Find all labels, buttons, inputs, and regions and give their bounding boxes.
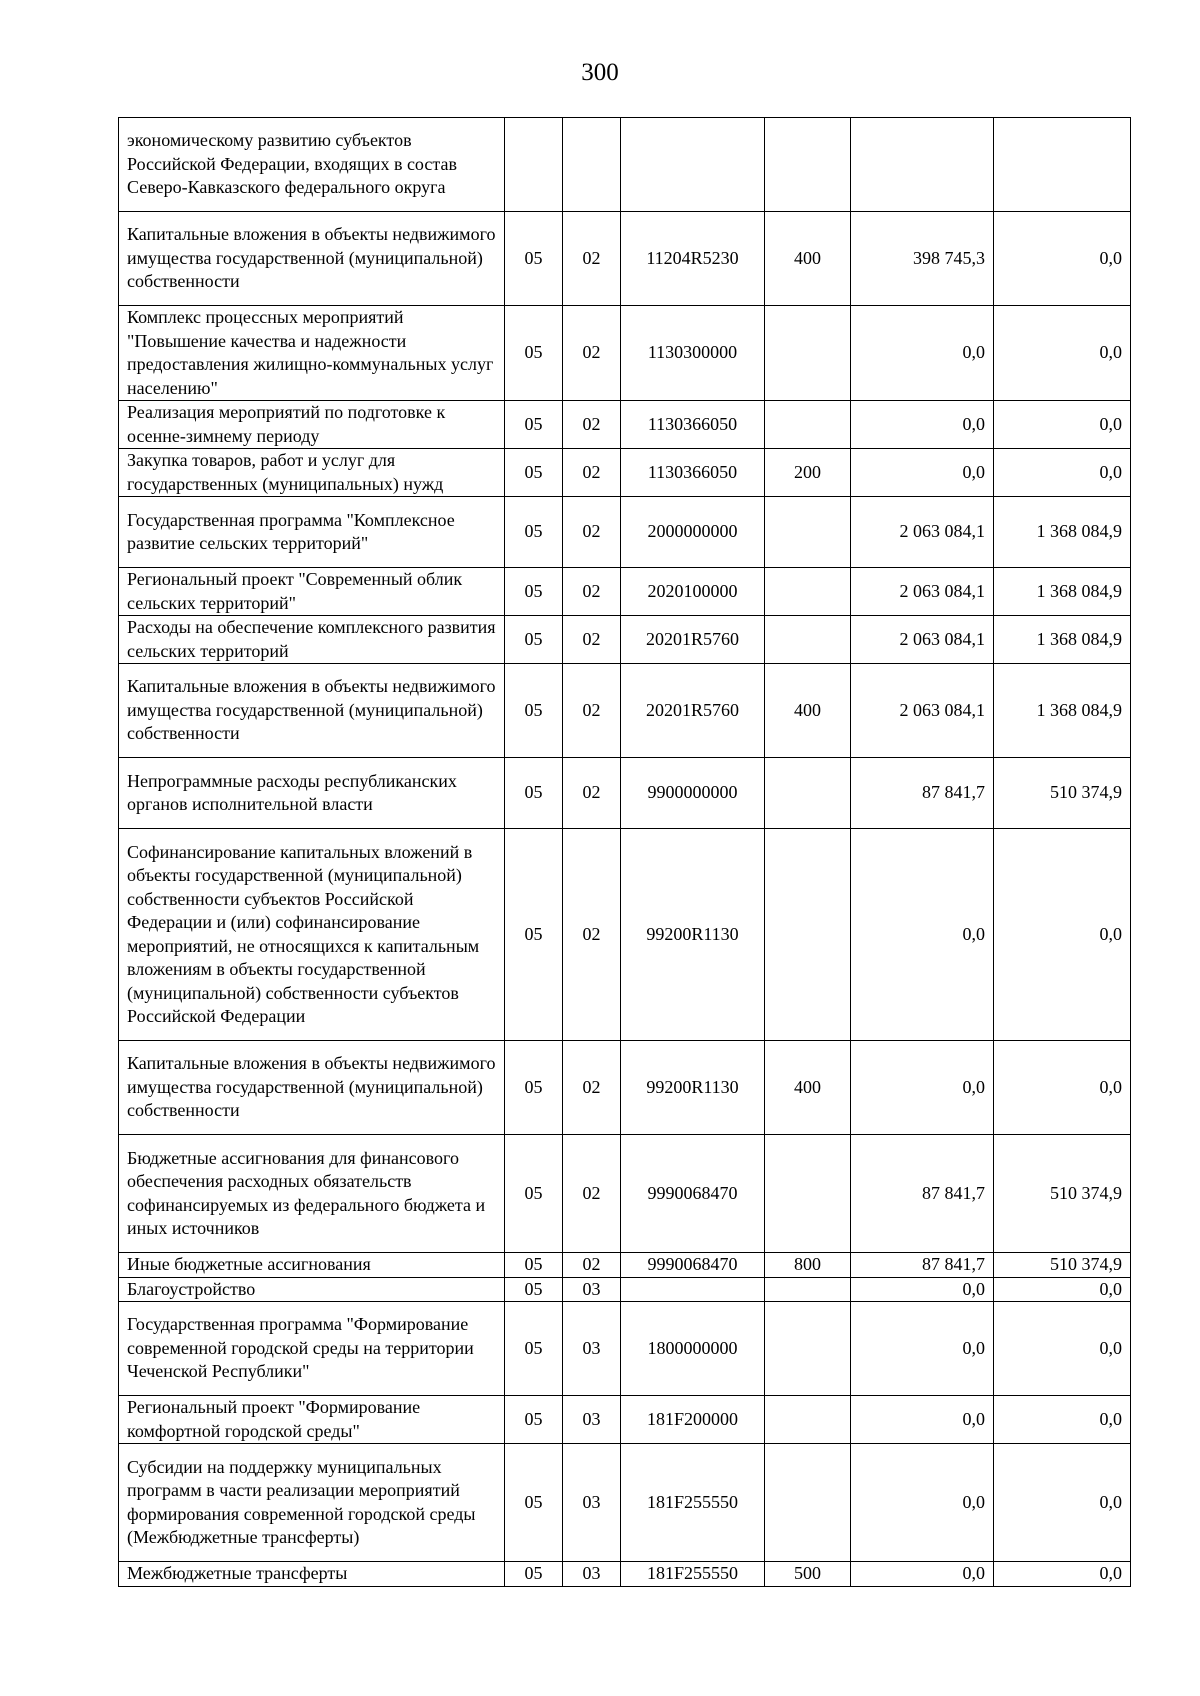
cell-name: Бюджетные ассигнования для финансового обеспечения расходных обязательств софинансируемых из федерального бюджета и иных источников bbox=[119, 1135, 505, 1253]
table-row bbox=[119, 758, 1131, 829]
cell-expense-type bbox=[765, 1396, 851, 1444]
cell-name: Региональный проект "Формирование комфортной городской среды" bbox=[119, 1396, 505, 1444]
cell-section: 05 bbox=[505, 497, 563, 568]
cell-expense-type bbox=[765, 306, 851, 401]
cell-section: 05 bbox=[505, 664, 563, 758]
cell-subsection: 02 bbox=[563, 664, 621, 758]
cell-expense-type bbox=[765, 1302, 851, 1396]
cell-section: 05 bbox=[505, 829, 563, 1041]
cell-amount-2: 0,0 bbox=[994, 1041, 1131, 1135]
cell-expense-type bbox=[765, 758, 851, 829]
cell-amount-1: 0,0 bbox=[851, 1396, 994, 1444]
cell-expense-type bbox=[765, 1277, 851, 1302]
cell-expense-type: 400 bbox=[765, 664, 851, 758]
budget-table-body bbox=[119, 118, 1131, 1587]
cell-amount-1: 2 063 084,1 bbox=[851, 616, 994, 664]
cell-name: Непрограммные расходы республиканских органов исполнительной власти bbox=[119, 758, 505, 829]
cell-amount-2: 1 368 084,9 bbox=[994, 664, 1131, 758]
table-row bbox=[119, 401, 1131, 449]
cell-amount-1: 2 063 084,1 bbox=[851, 568, 994, 616]
cell-amount-1: 87 841,7 bbox=[851, 1135, 994, 1253]
cell-amount-2: 1 368 084,9 bbox=[994, 616, 1131, 664]
cell-section: 05 bbox=[505, 1277, 563, 1302]
cell-amount-2: 510 374,9 bbox=[994, 1253, 1131, 1278]
cell-target-article: 181F200000 bbox=[621, 1396, 765, 1444]
cell-target-article: 20201R5760 bbox=[621, 616, 765, 664]
cell-expense-type: 400 bbox=[765, 1041, 851, 1135]
cell-name: Субсидии на поддержку муниципальных программ в части реализации мероприятий формирования современной городской среды (Межбюджетные трансферты) bbox=[119, 1444, 505, 1562]
cell-subsection: 02 bbox=[563, 306, 621, 401]
cell-name: Расходы на обеспечение комплексного развития сельских территорий bbox=[119, 616, 505, 664]
cell-target-article bbox=[621, 118, 765, 212]
table-row bbox=[119, 1302, 1131, 1396]
cell-subsection: 02 bbox=[563, 401, 621, 449]
table-row bbox=[119, 1253, 1131, 1278]
cell-target-article: 2020100000 bbox=[621, 568, 765, 616]
cell-subsection: 02 bbox=[563, 449, 621, 497]
cell-section: 05 bbox=[505, 1253, 563, 1278]
cell-amount-2: 1 368 084,9 bbox=[994, 497, 1131, 568]
table-row bbox=[119, 616, 1131, 664]
cell-expense-type bbox=[765, 829, 851, 1041]
cell-name: Благоустройство bbox=[119, 1277, 505, 1302]
cell-name: Капитальные вложения в объекты недвижимого имущества государственной (муниципальной) собственности bbox=[119, 212, 505, 306]
cell-target-article: 1800000000 bbox=[621, 1302, 765, 1396]
cell-name: Региональный проект "Современный облик сельских территорий" bbox=[119, 568, 505, 616]
cell-amount-1: 0,0 bbox=[851, 1444, 994, 1562]
cell-target-article: 11204R5230 bbox=[621, 212, 765, 306]
table-row bbox=[119, 306, 1131, 401]
cell-subsection: 02 bbox=[563, 758, 621, 829]
cell-section: 05 bbox=[505, 616, 563, 664]
cell-amount-2: 0,0 bbox=[994, 1396, 1131, 1444]
cell-amount-1: 0,0 bbox=[851, 306, 994, 401]
cell-expense-type bbox=[765, 1444, 851, 1562]
cell-name: Софинансирование капитальных вложений в объекты государственной (муниципальной) собственности субъектов Российской Федерации и (или) софинансирование мероприятий, не относящихся к капитальным вложениям в объекты государственной (муниципальной) собственности субъектов Российской Федерации bbox=[119, 829, 505, 1041]
table-row bbox=[119, 664, 1131, 758]
cell-target-article: 1130366050 bbox=[621, 449, 765, 497]
table-row bbox=[119, 1277, 1131, 1302]
cell-amount-1: 2 063 084,1 bbox=[851, 664, 994, 758]
table-row bbox=[119, 1396, 1131, 1444]
cell-section: 05 bbox=[505, 212, 563, 306]
cell-subsection: 03 bbox=[563, 1277, 621, 1302]
cell-amount-1: 2 063 084,1 bbox=[851, 497, 994, 568]
cell-name: Реализация мероприятий по подготовке к осенне-зимнему периоду bbox=[119, 401, 505, 449]
table-row bbox=[119, 829, 1131, 1041]
cell-name: Иные бюджетные ассигнования bbox=[119, 1253, 505, 1278]
cell-section: 05 bbox=[505, 1135, 563, 1253]
cell-name: Закупка товаров, работ и услуг для государственных (муниципальных) нужд bbox=[119, 449, 505, 497]
cell-expense-type bbox=[765, 401, 851, 449]
cell-section: 05 bbox=[505, 758, 563, 829]
cell-subsection: 02 bbox=[563, 1041, 621, 1135]
cell-target-article bbox=[621, 1277, 765, 1302]
cell-subsection: 03 bbox=[563, 1444, 621, 1562]
cell-target-article: 1130300000 bbox=[621, 306, 765, 401]
cell-target-article: 9990068470 bbox=[621, 1135, 765, 1253]
cell-expense-type bbox=[765, 1135, 851, 1253]
cell-expense-type: 500 bbox=[765, 1562, 851, 1587]
table-row bbox=[119, 1444, 1131, 1562]
cell-subsection: 02 bbox=[563, 1253, 621, 1278]
cell-amount-2: 0,0 bbox=[994, 306, 1131, 401]
cell-subsection: 02 bbox=[563, 568, 621, 616]
page-number: 300 bbox=[581, 59, 619, 86]
cell-name: Государственная программа "Формирование современной городской среды на территории Чеченской Республики" bbox=[119, 1302, 505, 1396]
cell-expense-type: 200 bbox=[765, 449, 851, 497]
cell-section: 05 bbox=[505, 568, 563, 616]
cell-target-article: 20201R5760 bbox=[621, 664, 765, 758]
cell-amount-1: 0,0 bbox=[851, 401, 994, 449]
cell-name: Межбюджетные трансферты bbox=[119, 1562, 505, 1587]
cell-subsection: 02 bbox=[563, 829, 621, 1041]
cell-subsection: 03 bbox=[563, 1562, 621, 1587]
cell-amount-1: 0,0 bbox=[851, 449, 994, 497]
cell-amount-2: 0,0 bbox=[994, 1444, 1131, 1562]
cell-amount-1: 0,0 bbox=[851, 1302, 994, 1396]
cell-amount-1: 87 841,7 bbox=[851, 1253, 994, 1278]
cell-amount-2: 0,0 bbox=[994, 1562, 1131, 1587]
table-row bbox=[119, 1562, 1131, 1587]
cell-amount-2: 510 374,9 bbox=[994, 1135, 1131, 1253]
cell-expense-type bbox=[765, 497, 851, 568]
cell-target-article: 9900000000 bbox=[621, 758, 765, 829]
cell-amount-2: 0,0 bbox=[994, 1277, 1131, 1302]
table-row bbox=[119, 1135, 1131, 1253]
cell-amount-2: 1 368 084,9 bbox=[994, 568, 1131, 616]
table-row bbox=[119, 449, 1131, 497]
cell-expense-type bbox=[765, 568, 851, 616]
cell-amount-2: 0,0 bbox=[994, 449, 1131, 497]
cell-section bbox=[505, 118, 563, 212]
cell-target-article: 99200R1130 bbox=[621, 1041, 765, 1135]
cell-amount-1: 0,0 bbox=[851, 1277, 994, 1302]
cell-amount-2: 0,0 bbox=[994, 212, 1131, 306]
cell-amount-1 bbox=[851, 118, 994, 212]
cell-amount-1: 0,0 bbox=[851, 1041, 994, 1135]
cell-target-article: 1130366050 bbox=[621, 401, 765, 449]
cell-target-article: 181F255550 bbox=[621, 1444, 765, 1562]
cell-subsection bbox=[563, 118, 621, 212]
cell-section: 05 bbox=[505, 449, 563, 497]
cell-target-article: 99200R1130 bbox=[621, 829, 765, 1041]
cell-target-article: 2000000000 bbox=[621, 497, 765, 568]
cell-section: 05 bbox=[505, 1396, 563, 1444]
cell-amount-2: 510 374,9 bbox=[994, 758, 1131, 829]
cell-expense-type bbox=[765, 118, 851, 212]
cell-name: Комплекс процессных мероприятий "Повышение качества и надежности предоставления жилищно-коммунальных услуг населению" bbox=[119, 306, 505, 401]
cell-name: Государственная программа "Комплексное развитие сельских территорий" bbox=[119, 497, 505, 568]
cell-subsection: 02 bbox=[563, 497, 621, 568]
cell-amount-2: 0,0 bbox=[994, 401, 1131, 449]
cell-amount-1: 87 841,7 bbox=[851, 758, 994, 829]
cell-subsection: 03 bbox=[563, 1302, 621, 1396]
table-row bbox=[119, 568, 1131, 616]
cell-section: 05 bbox=[505, 306, 563, 401]
cell-amount-2: 0,0 bbox=[994, 1302, 1131, 1396]
cell-name: Капитальные вложения в объекты недвижимого имущества государственной (муниципальной) собственности bbox=[119, 1041, 505, 1135]
cell-subsection: 02 bbox=[563, 616, 621, 664]
cell-target-article: 181F255550 bbox=[621, 1562, 765, 1587]
cell-amount-1: 0,0 bbox=[851, 1562, 994, 1587]
cell-expense-type bbox=[765, 616, 851, 664]
cell-amount-2 bbox=[994, 118, 1131, 212]
cell-subsection: 02 bbox=[563, 212, 621, 306]
cell-target-article: 9990068470 bbox=[621, 1253, 765, 1278]
cell-section: 05 bbox=[505, 1444, 563, 1562]
cell-amount-1: 0,0 bbox=[851, 829, 994, 1041]
cell-subsection: 03 bbox=[563, 1396, 621, 1444]
cell-section: 05 bbox=[505, 1302, 563, 1396]
cell-expense-type: 800 bbox=[765, 1253, 851, 1278]
table-row bbox=[119, 1041, 1131, 1135]
cell-section: 05 bbox=[505, 1562, 563, 1587]
table-row bbox=[119, 212, 1131, 306]
cell-amount-1: 398 745,3 bbox=[851, 212, 994, 306]
cell-expense-type: 400 bbox=[765, 212, 851, 306]
cell-name: экономическому развитию субъектов Российской Федерации, входящих в состав Северо-Кавказского федерального округа bbox=[119, 118, 505, 212]
cell-name: Капитальные вложения в объекты недвижимого имущества государственной (муниципальной) собственности bbox=[119, 664, 505, 758]
table-row bbox=[119, 497, 1131, 568]
cell-subsection: 02 bbox=[563, 1135, 621, 1253]
cell-section: 05 bbox=[505, 401, 563, 449]
budget-table bbox=[118, 117, 1131, 1587]
cell-section: 05 bbox=[505, 1041, 563, 1135]
cell-amount-2: 0,0 bbox=[994, 829, 1131, 1041]
table-row bbox=[119, 118, 1131, 212]
